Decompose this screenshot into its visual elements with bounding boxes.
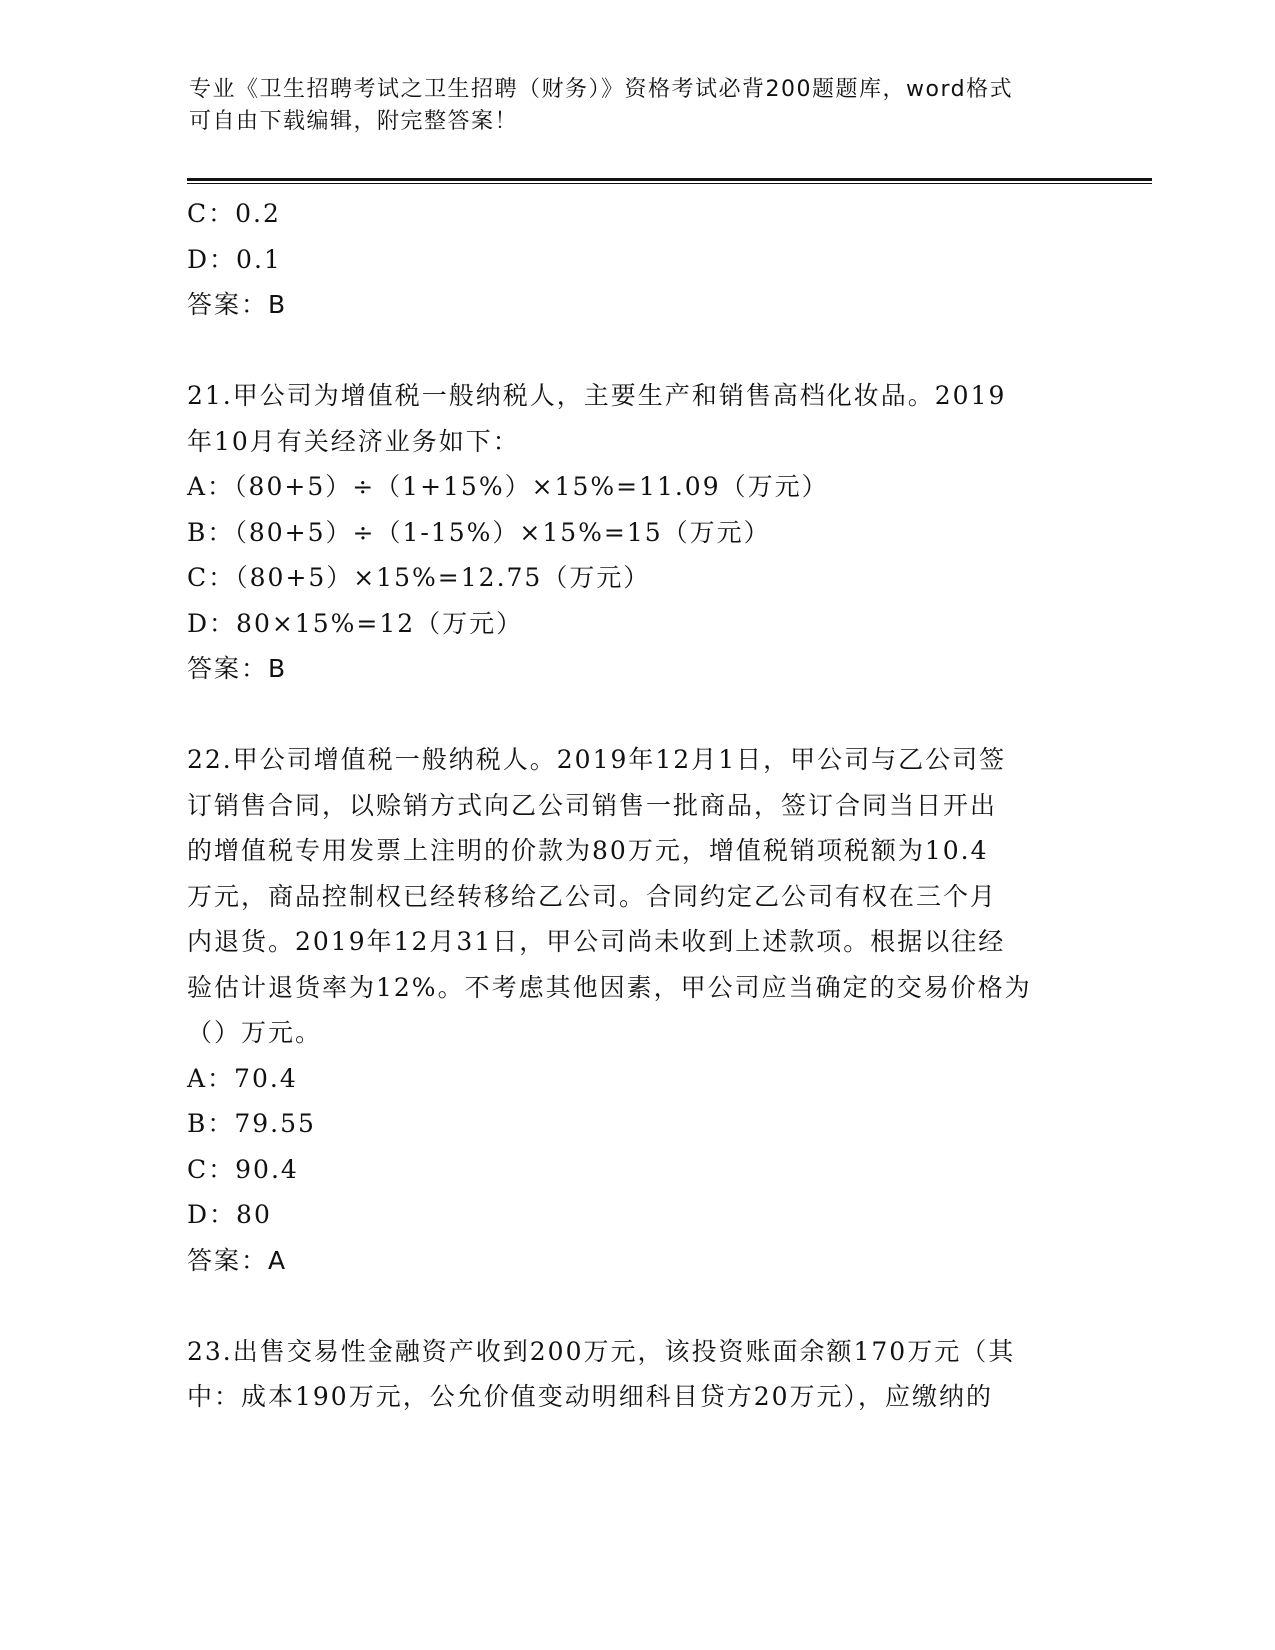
- header-divider-thick: [187, 178, 1152, 181]
- option-b: B：（80+5）÷（1-15%）×15%=15（万元）: [187, 517, 771, 547]
- question-stem-line: 的增值税专用发票上注明的价款为80万元，增值税销项税额为10.4: [187, 836, 989, 865]
- prev-question: [187, 191, 1087, 328]
- option-b: B：79.55: [187, 1109, 316, 1138]
- option-d: D：80: [187, 1200, 272, 1229]
- question-stem-line: 21.甲公司为增值税一般纳税人，主要生产和销售高档化妆品。2019: [187, 381, 1007, 410]
- question-stem-line: 万元，商品控制权已经转移给乙公司。合同约定乙公司有权在三个月: [187, 881, 998, 911]
- answer-label: 答案：B: [187, 290, 288, 319]
- question-stem-line: 验估计退货率为12%。不考虑其他因素，甲公司应当确定的交易价格为: [187, 972, 1032, 1002]
- option-a: A：（80+5）÷（1+15%）×15%=11.09（万元）: [187, 472, 829, 501]
- question-stem-line: 年10月有关经济业务如下：: [187, 426, 520, 456]
- document-body: [187, 191, 1087, 1420]
- question-stem-line: 22.甲公司增值税一般纳税人。2019年12月1日，甲公司与乙公司签: [187, 745, 1007, 774]
- option-d: D：80×15%=12（万元）: [187, 608, 524, 638]
- answer-label: 答案：B: [187, 654, 288, 683]
- option-a: A：70.4: [187, 1063, 298, 1093]
- page-header: [189, 74, 1069, 138]
- question-stem-line: （）万元。: [187, 1018, 323, 1047]
- option-c: C：0.2: [187, 199, 281, 228]
- option-d: D：0.1: [187, 244, 282, 274]
- header-title-line-1: 专业《卫生招聘考试之卫生招聘（财务）》资格考试必背200题题库，word格式: [189, 77, 1014, 102]
- option-c: C：90.4: [187, 1154, 299, 1184]
- question-stem-line: 23.出售交易性金融资产收到200万元，该投资账面余额170万元（其: [187, 1336, 1016, 1366]
- question-21: [187, 373, 1087, 692]
- spacer: [187, 692, 1087, 738]
- question-stem-line: 内退货。2019年12月31日，甲公司尚未收到上述款项。根据以往经: [187, 927, 1006, 956]
- spacer: [187, 1283, 1087, 1329]
- question-22: [187, 737, 1087, 1283]
- question-23: [187, 1329, 1087, 1420]
- header-title-line-2: 可自由下载编辑，附完整答案！: [189, 109, 519, 134]
- option-c: C：（80+5）×15%=12.75（万元）: [187, 563, 651, 592]
- question-stem-line: 订销售合同，以赊销方式向乙公司销售一批商品，签订合同当日开出: [187, 790, 998, 820]
- header-divider-thin: [187, 183, 1152, 184]
- question-stem-line: 中：成本190万元，公允价值变动明细科目贷方20万元），应缴纳的: [187, 1382, 994, 1411]
- spacer: [187, 328, 1087, 374]
- answer-label: 答案：A: [187, 1245, 288, 1275]
